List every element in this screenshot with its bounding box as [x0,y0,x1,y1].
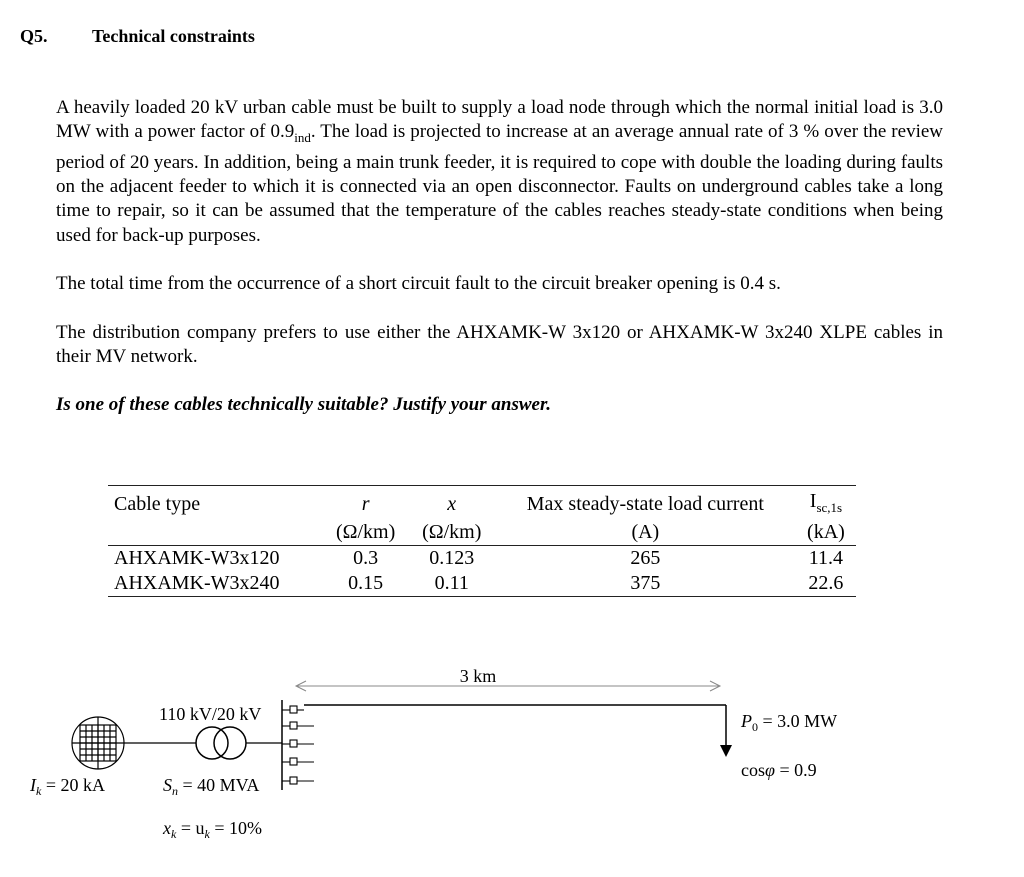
header-r: r [323,486,409,521]
cell-type: AHXAMK-W3x120 [114,547,280,569]
cell-r: 0.15 [323,571,409,597]
question-prompt: Is one of these cables technically suitable? Justify your answer. [56,394,552,416]
feeder-stubs [282,706,314,784]
header-max-current: Max steady-state load current [495,486,796,521]
grid-source-icon [72,717,124,769]
xk-uk-label: $x_k = u_k = 10\%$ [163,818,262,841]
table-header-row [108,486,856,521]
cable-length-label: 3 km [459,666,497,686]
cell-current: 375 [495,571,796,597]
header-isc: $I_{sc,1s}$ [796,486,856,521]
table-row [108,571,856,597]
unit-r: (Ω/km) [323,520,409,546]
unit-x: (Ω/km) [409,520,495,546]
cell-type: AHXAMK-W3x240 [108,571,323,597]
cell-current: 265 [630,547,661,569]
power-factor-label: cosφ = 0.9 [741,760,817,780]
unit-current: (A) [495,520,796,546]
cell-isc: 11.4 [808,547,844,569]
cell-x: 0.123 [429,547,475,569]
question-title: Technical constraints [92,26,255,46]
table-units-row [108,520,856,546]
load-arrow-icon [720,745,732,757]
paragraph-fault-time: The total time from the occurrence of a short circuit fault to the circuit breaker opening is 0.4 s. [56,273,781,295]
header-cable-type: Cable type [108,486,323,521]
transformer-ratio-label: 110 kV/20 kV [159,704,262,724]
cell-x: 0.11 [409,571,495,597]
length-dimension-arrow [296,681,720,691]
header-x: x [409,486,495,521]
question-body [56,96,943,442]
ik-label: $I_k = 20$ kA [30,775,105,798]
paragraph-cable-options: The distribution company prefers to use either the AHXAMK-W 3x120 or AHXAMK-W 3x240 XLPE cables in their MV network. [56,321,943,368]
network-diagram [0,650,1024,860]
question-number: Q5. [20,26,48,46]
cable-data-table [108,485,856,597]
table-row [108,546,856,572]
cell-isc: 22.6 [796,571,856,597]
sn-label: $S_n = 40$ MVA [163,775,260,798]
paragraph-load-description: A heavily loaded 20 kV urban cable must be built to supply a load node through which the normal initial load is 3.0 MW with a power factor of $0.9_{ind}$. The load is projected to increase at an average annual rate of 3 % over the review period of 20 years. In addition, being a main trunk feeder, it is required to cope with double the loading during faults on the adjacent feeder to which it is connected via an open disconnector. Faults on underground cables take a long time to repair, so it can be assumed that the temperature of the cables reaches steady-state conditions when being used for back-up purposes. [56,97,944,246]
unit-isc: (kA) [796,520,856,546]
cell-r: 0.3 [353,547,379,569]
load-power-label: $P_0 = 3.0$ MW [741,711,838,734]
transformer-icon [196,727,246,759]
